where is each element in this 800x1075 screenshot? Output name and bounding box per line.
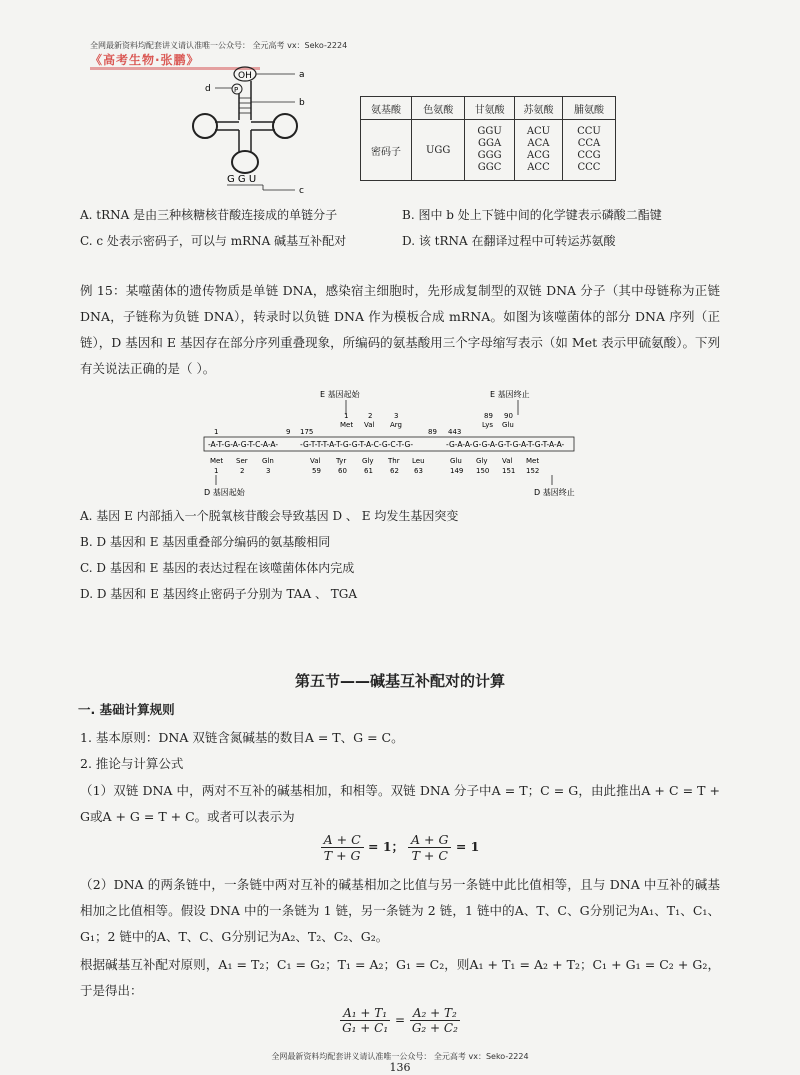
codon-table-header bbox=[361, 97, 616, 120]
codon-header: 甘氨酸 bbox=[465, 97, 514, 120]
equals-sign: = bbox=[391, 1013, 409, 1027]
example-15-text: 例 15：某噬菌体的遗传物质是单链 DNA，感染宿主细胞时，先形成复制型的双链 DNA 分子（其中母链称为正链 DNA，子链称为负链 DNA），转录时以负链 DNA 作为模板合成 mRNA。如图为该噬菌体的部分 DNA 序列（正链），D 基因和 E 基因存在部分序列重叠现象，所编码的氨基酸用三个字母缩写表示（如 Met 表示甲硫氨酸）。下列有关说法正确的是（ ）。 bbox=[80, 283, 720, 376]
bottom-aa: Leu bbox=[412, 457, 425, 465]
numerator: A₁ + T₁ bbox=[340, 1006, 390, 1021]
formula-1 bbox=[0, 832, 800, 863]
top-num: 9 bbox=[286, 428, 291, 436]
q14-option-a: A. tRNA 是由三种核糖核苷酸连接成的单链分子 bbox=[80, 208, 338, 222]
equals-one: = 1 bbox=[451, 839, 480, 854]
numerator: A + C bbox=[321, 832, 364, 848]
seq-segment-3: -G-A-A-G-G-A-G-T-G-A-T-G-T-A-A- bbox=[446, 440, 565, 449]
top-num: 89 bbox=[484, 412, 493, 420]
numerator: A + G bbox=[408, 832, 451, 848]
trna-t-loop bbox=[273, 114, 297, 138]
paragraph-2: （2）DNA 的两条链中，一条链中两对互补的碱基相加之比值与另一条链中此比值相等，且与 DNA 中互补的碱基相加之比值相等。假设 DNA 中的一条链为 1 链，另一条链为 2 链，1 链中的A、T、C、G分别记为A₁、T₁、C₁、G₁；2 链中的A、T、C、G分别记为A₂、T₂、C₂、G₂。 bbox=[80, 877, 720, 944]
fraction bbox=[339, 1006, 391, 1035]
trna-label-a: a bbox=[299, 70, 305, 80]
bottom-aa: Met bbox=[210, 457, 224, 465]
codon-header: 色氨酸 bbox=[412, 97, 465, 120]
q15-option-c: C. D 基因和 E 基因的表达过程在该噬菌体体内完成 bbox=[80, 561, 355, 575]
trna-p-label: P bbox=[234, 86, 239, 94]
codon-header: 苏氨酸 bbox=[514, 97, 562, 120]
seq-segment-1: -A-T-G-A-G-T-C-A-A- bbox=[208, 440, 279, 449]
section-title: 第五节——碱基互补配对的计算 bbox=[294, 672, 505, 690]
bottom-num: 151 bbox=[502, 467, 516, 475]
trna-oh-label: OH bbox=[238, 71, 252, 81]
numerator: A₂ + T₂ bbox=[410, 1006, 460, 1021]
codon-header: 脯氨酸 bbox=[563, 97, 616, 120]
trna-anticodon-loop bbox=[232, 151, 258, 173]
dna-sequence-diagram bbox=[200, 385, 600, 500]
bottom-aa: Ser bbox=[236, 457, 248, 465]
denominator: T + C bbox=[411, 848, 448, 863]
top-aa: Arg bbox=[390, 421, 402, 429]
e-gene-end-label: E 基因终止 bbox=[490, 390, 530, 399]
top-aa: Met bbox=[340, 421, 354, 429]
trna-label-d: d bbox=[205, 84, 211, 94]
denominator: G₁ + C₁ bbox=[342, 1021, 389, 1035]
seq-segment-2: -G-T-T-T-A-T-G-G-T-A-C-G-C-T-G- bbox=[300, 440, 414, 449]
e-gene-start-label: E 基因起始 bbox=[320, 390, 360, 399]
bottom-num: 149 bbox=[450, 467, 464, 475]
bottom-num: 60 bbox=[338, 467, 347, 475]
top-aa: Glu bbox=[502, 421, 514, 429]
header-subtitle: 《高考生物·张鹏》 bbox=[90, 53, 200, 67]
bottom-num: 2 bbox=[240, 467, 245, 475]
bottom-num: 3 bbox=[266, 467, 271, 475]
paragraph-3: 根据碱基互补配对原则，A₁ = T₂；C₁ = G₂；T₁ = A₂；G₁ = C₂，则A₁ + T₁ = A₂ + T₂；C₁ + G₁ = C₂ + G₂，于是得出： bbox=[80, 957, 720, 998]
bottom-num: 63 bbox=[414, 467, 423, 475]
q15-option-a: A. 基因 E 内部插入一个脱氧核苷酸会导致基因 D 、 E 均发生基因突变 bbox=[80, 509, 459, 523]
section-heading-1: 一. 基础计算规则 bbox=[78, 702, 175, 717]
equals-one: = 1； bbox=[363, 839, 405, 854]
q14-option-c: C. c 处表示密码子，可以与 mRNA 碱基互补配对 bbox=[80, 234, 347, 248]
denominator: T + G bbox=[323, 848, 361, 863]
top-num: 1 bbox=[344, 412, 349, 420]
paragraph-1: （1）双链 DNA 中，两对不互补的碱基相加，和相等。双链 DNA 分子中A = T；C = G，由此推出A + C = T + G或A + G = T + C。或者可以表示为 bbox=[80, 783, 720, 824]
q14-option-b: B. 图中 b 处上下链中间的化学键表示磷酸二酯键 bbox=[402, 208, 662, 222]
denominator: G₂ + C₂ bbox=[411, 1021, 458, 1035]
d-gene-start-label: D 基因起始 bbox=[204, 488, 245, 497]
d-gene-end-label: D 基因终止 bbox=[534, 488, 575, 497]
bottom-num: 152 bbox=[526, 467, 540, 475]
codon-table-row bbox=[361, 120, 616, 181]
bottom-aa: Gly bbox=[476, 457, 488, 465]
bottom-num: 59 bbox=[312, 467, 321, 475]
q15-option-d: D. D 基因和 E 基因终止密码子分别为 TAA 、 TGA bbox=[80, 587, 358, 601]
principle-line: 1. 基本原则：DNA 双链含氮碱基的数目A = T、G = C。 bbox=[80, 730, 404, 745]
top-num: 90 bbox=[504, 412, 513, 420]
codon-table bbox=[360, 96, 616, 181]
top-num: 175 bbox=[300, 428, 314, 436]
bottom-aa: Gln bbox=[262, 457, 274, 465]
fraction bbox=[409, 1006, 461, 1035]
trna-diagram bbox=[185, 62, 315, 202]
trna-anticodon-label: G G U bbox=[227, 174, 257, 185]
bottom-num: 1 bbox=[214, 467, 219, 475]
footer-notice: 全网最新资料均配套讲义请认准唯一公众号： 全元高考 vx：Seko-2224 bbox=[271, 1052, 529, 1061]
bottom-aa: Tyr bbox=[336, 457, 347, 465]
trna-stem-bonds bbox=[239, 98, 251, 113]
bottom-num: 150 bbox=[476, 467, 490, 475]
top-num: 3 bbox=[394, 412, 399, 420]
codon-header: 氨基酸 bbox=[361, 97, 412, 120]
bottom-aa: Glu bbox=[450, 457, 462, 465]
bottom-aa: Thr bbox=[388, 457, 400, 465]
trna-label-b: b bbox=[299, 98, 305, 108]
header-notice: 全网最新资料均配套讲义请认准唯一公众号： 全元高考 vx：Seko-2224 bbox=[90, 41, 348, 50]
bottom-num: 61 bbox=[364, 467, 373, 475]
codon-cell: UGG bbox=[412, 120, 465, 181]
bottom-aa: Gly bbox=[362, 457, 374, 465]
bottom-num: 62 bbox=[390, 467, 399, 475]
bottom-aa: Val bbox=[310, 457, 321, 465]
codon-cell: ACU ACA ACG ACC bbox=[514, 120, 562, 181]
top-num: 1 bbox=[214, 428, 219, 436]
codon-cell: CCU CCA CCG CCC bbox=[563, 120, 616, 181]
fraction bbox=[408, 832, 451, 863]
bottom-aa: Met bbox=[526, 457, 540, 465]
top-num: 2 bbox=[368, 412, 373, 420]
bottom-aa: Val bbox=[502, 457, 513, 465]
formula-2 bbox=[0, 1006, 800, 1035]
inference-heading: 2. 推论与计算公式 bbox=[80, 756, 184, 771]
top-num: 443 bbox=[448, 428, 462, 436]
codon-cell: GGU GGA GGG GGC bbox=[465, 120, 514, 181]
codon-row-label: 密码子 bbox=[361, 120, 412, 181]
q14-option-d: D. 该 tRNA 在翻译过程中可转运苏氨酸 bbox=[402, 234, 616, 248]
page-number: 136 bbox=[389, 1061, 411, 1074]
trna-label-c: c bbox=[299, 186, 304, 196]
trna-d-loop bbox=[193, 114, 217, 138]
top-aa: Val bbox=[364, 421, 375, 429]
top-aa: Lys bbox=[482, 421, 494, 429]
q15-option-b: B. D 基因和 E 基因重叠部分编码的氨基酸相同 bbox=[80, 535, 331, 549]
fraction bbox=[321, 832, 364, 863]
top-num: 89 bbox=[428, 428, 437, 436]
